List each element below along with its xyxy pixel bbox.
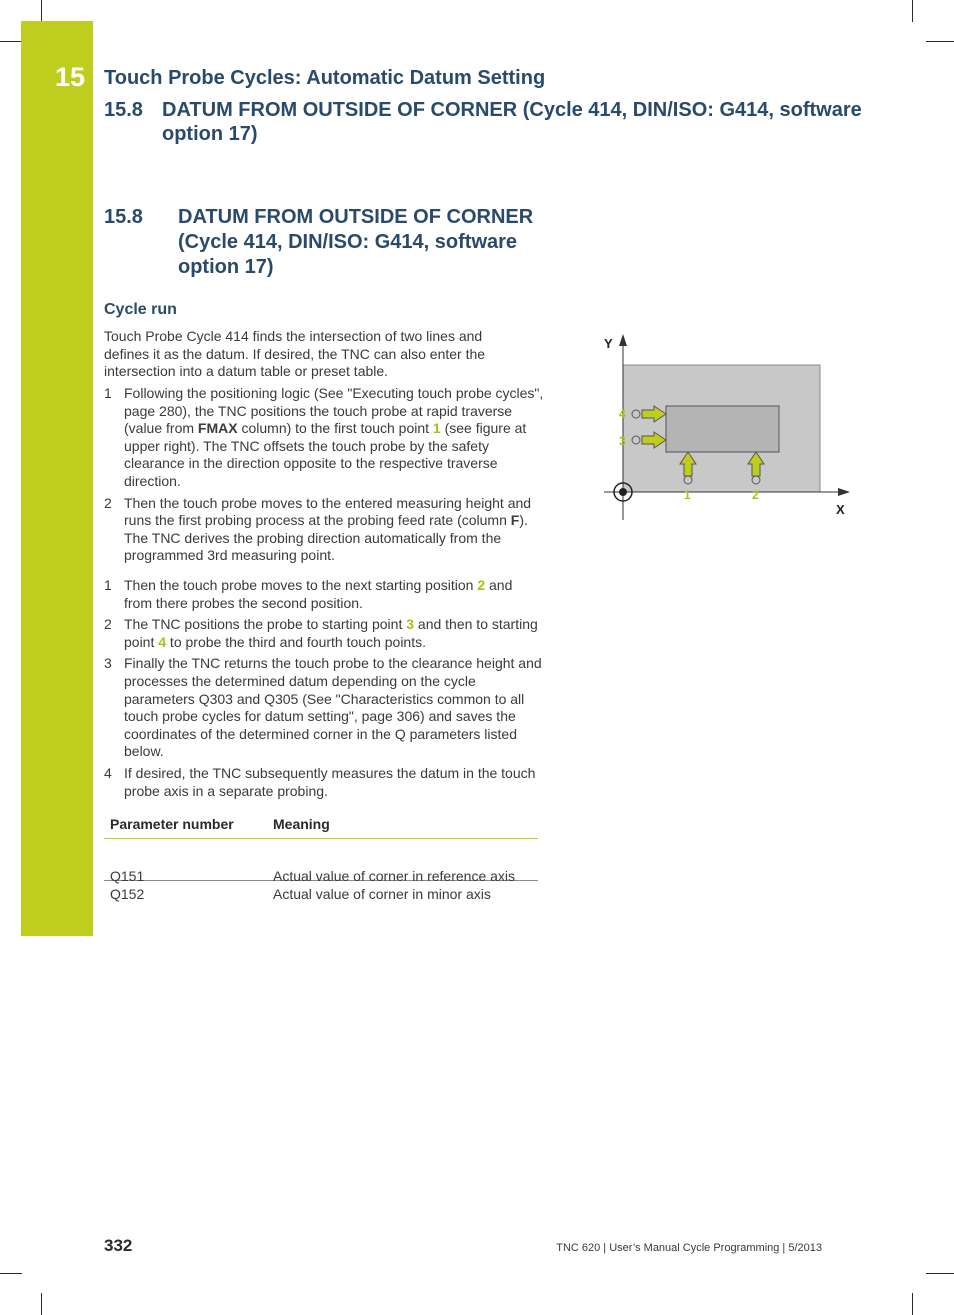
step-number: 3 [104,655,112,672]
step-number: 2 [104,616,112,633]
step-text: (see figure at upper right). The TNC offsets the touch probe by the safety clearance in the direction opposite to the respective traverse direction. [124,420,527,489]
cycle-414-figure [596,330,856,520]
chapter-title: Touch Probe Cycles: Automatic Datum Setting [104,67,546,89]
parameter-table [104,812,538,907]
table-header-row [104,812,538,839]
subheading: Cycle run [104,301,177,318]
step-highlight: 1 [432,420,441,437]
table-header: Parameter number [110,816,234,832]
page-footer: TNC 620 | User’s Manual Cycle Programming | 5/2013 [556,1242,822,1254]
step-text: to probe the third and fourth touch points. [166,633,426,650]
x-axis-label: X [836,502,845,517]
step-text: and then to starting point [124,616,538,650]
list-item [104,765,544,800]
crop-mark [926,1273,954,1274]
step-highlight: 3 [406,616,415,633]
step-text: Finally the TNC returns the touch probe to the clearance height and processes the determined datum depending on the cycle parameters Q303 and Q305 (See "Characteristics common to all touch probe cycles for datum setting", page 306) and saves the coordinates of the determined corner in the Q parameters listed below. [124,655,542,760]
intro-paragraph: Touch Probe Cycle 414 finds the intersection of two lines and defines it as the datum. If desired, the TNC can also enter the intersection into a datum table or preset table. [104,328,486,380]
section-title: DATUM FROM OUTSIDE OF CORNER (Cycle 414, DIN/ISO: G414, software option 17) [178,206,534,278]
step-code: FMAX [197,420,238,437]
step-text: and from there probes the second position. [124,577,513,611]
table-cell: Actual value of corner in reference axis [273,868,516,884]
step-number: 2 [104,494,112,511]
table-cell: Actual value of corner in minor axis [273,886,491,902]
step-text: column) to the first touch point [237,420,433,437]
running-section-number: 15.8 [104,99,143,121]
step-highlight: 2 [477,577,486,593]
step-text: Following the positioning logic (See "Executing touch probe cycles", page 280), the TNC positions the touch probe at rapid traverse (value from [124,385,544,437]
point-label-3: 3 [619,434,626,448]
steps-list-a [104,385,544,569]
section-number: 15.8 [104,206,143,228]
table-row [104,839,538,884]
step-text: If desired, the TNC subsequently measures the datum in the touch probe axis in a separate probing. [124,764,536,799]
list-item [104,385,544,491]
crop-mark [0,41,22,42]
crop-mark [912,0,913,22]
list-item [104,495,544,565]
workpiece-block [666,406,779,452]
point-label-4: 4 [619,407,626,421]
y-axis-label: Y [604,336,613,351]
step-text: Then the touch probe moves to the next starting position [124,577,478,593]
crop-mark [41,0,42,22]
table-row [104,881,538,907]
step-number: 4 [104,764,112,781]
table-cell: Q151 [110,868,145,884]
table-header: Meaning [273,816,330,832]
table-cell: Q152 [110,886,145,902]
step-code: F [510,512,520,529]
chapter-number: 15 [55,62,86,92]
step-highlight: 4 [158,633,167,650]
step-number: 1 [104,577,112,593]
crop-mark [912,1293,913,1315]
y-axis-arrow [619,334,627,346]
step-number: 1 [104,385,112,401]
steps-list-b [104,577,544,804]
list-item [104,577,544,612]
list-item [104,655,544,761]
page-number: 332 [104,1236,133,1255]
list-item [104,616,544,651]
point-label-2: 2 [752,488,759,502]
chapter-tab [21,21,93,936]
running-section-title: DATUM FROM OUTSIDE OF CORNER (Cycle 414, DIN/ISO: G414, software option 17) [162,99,862,145]
point-label-1: 1 [684,488,691,502]
crop-mark [41,1293,42,1315]
step-text: The TNC positions the probe to starting point [124,616,407,633]
x-axis-arrow [838,488,850,496]
datum-symbol-dot [619,488,627,496]
crop-mark [926,41,954,42]
step-text: Then the touch probe moves to the entered measuring height and runs the first probing process at the probing feed rate (column [124,494,532,529]
step-text: ). The TNC derives the probing direction automatically from the programmed 3rd measuring point. [124,512,528,564]
crop-mark [0,1273,22,1274]
